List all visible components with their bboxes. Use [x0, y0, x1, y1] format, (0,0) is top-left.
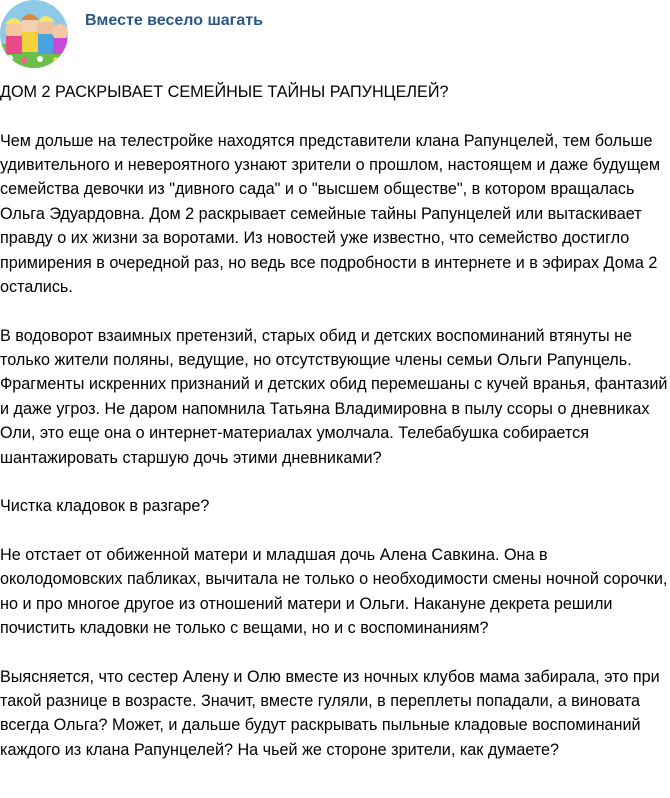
post-header [0, 0, 670, 66]
community-name-link[interactable]: Вместе весело шагать [85, 12, 263, 29]
community-avatar[interactable] [0, 0, 68, 68]
post-title: ДОМ 2 РАСКРЫВАЕТ СЕМЕЙНЫЕ ТАЙНЫ РАПУНЦЕЛЕЙ? [0, 83, 449, 101]
post-text [0, 80, 668, 786]
avatar-image [0, 0, 68, 68]
post-paragraph-1: Чем дольше на телестройке находятся представители клана Рапунцелей, тем больше удивительного и невероятного узнают зрители о прошлом, настоящем и даже будущем семейства девочки из "дивного сада" и о "высшем обществе", в котором вращалась Ольга Эдуардовна. Дом 2 раскрывает семейные тайны Рапунцелей или вытаскивает правду о их жизни за воротами. Из новостей уже известно, что семейство достигло примирения в очередной раз, но ведь все подробности в интернете и в эфирах Дома 2 остались. [0, 131, 661, 297]
post-paragraph-4: Не отстает от обиженной матери и младшая дочь Алена Савкина. Она в околодомовских пабликах, вычитала не только о необходимости смены ночной сорочки, но и про многое другое из отношений матери и Ольги. Накануне декрета решили почистить кладовки не только с вещами, но и с воспоминаниям? [0, 545, 668, 638]
post-paragraph-2: В водоворот взаимных претензий, старых обид и детских воспоминаний втянуты не только жители поляны, ведущие, но отсутствующие члены семьи Ольги Рапунцель. Фрагменты искренних признаний и детских обид перемешаны с кучей вранья, фантазий и даже угроз. Не даром напомнила Татьяна Владимировна в пылу ссоры о дневниках Оли, это еще она о интернет-материалах умолчала. Телебабушка собирается шантажировать старшую дочь этими дневниками? [0, 326, 668, 467]
post-paragraph-3: Чистка кладовок в разгаре? [0, 497, 210, 516]
post-paragraph-5: Выясняется, что сестер Алену и Олю вместе из ночных клубов мама забирала, это при такой разнице в возрасте. Значит, вместе гуляли, в переплеты попадали, а виновата всегда Ольга? Может, и дальше будут раскрывать пыльные кладовые воспоминаний каждого из клана Рапунцелей? На чьей же стороне зрители, как думаете? [0, 667, 660, 759]
